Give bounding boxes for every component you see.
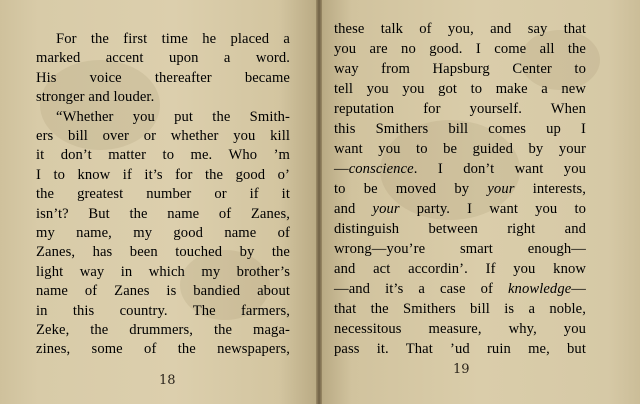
text-line: the greatest number or if it bbox=[36, 186, 290, 203]
text-line: and act accordin’. If you know bbox=[334, 261, 586, 277]
text-line: isn’t? But the name of Zanes, bbox=[36, 205, 290, 222]
text-fragment: to be moved by bbox=[334, 181, 488, 197]
book-gutter bbox=[316, 0, 322, 404]
text-line bbox=[334, 280, 586, 298]
text-line: want you to be guided by your bbox=[334, 141, 586, 157]
text-line: my name, my good name of bbox=[36, 225, 290, 241]
left-page-number: 18 bbox=[159, 373, 176, 388]
text-fragment: —and it’s a case of bbox=[334, 281, 508, 297]
text-line: in this country. The farmers, bbox=[36, 302, 290, 319]
text-fragment: party. I want you to bbox=[399, 201, 587, 217]
text-line: reputation for yourself. When bbox=[334, 101, 586, 117]
text-line: necessitous measure, why, you bbox=[334, 321, 586, 337]
text-line: distinguish between right and bbox=[334, 221, 586, 237]
text-line: way from Hapsburg Center to bbox=[334, 61, 586, 77]
text-line: I to know if it’s for the good o’ bbox=[36, 166, 290, 183]
text-line: it don’t matter to me. Who ’m bbox=[36, 147, 290, 164]
text-line: these talk of you, and say that bbox=[334, 21, 586, 37]
text-line: pass it. That ’ud ruin me, but bbox=[334, 341, 586, 357]
text-line: marked accent upon a word. bbox=[36, 50, 290, 67]
right-page-number: 19 bbox=[453, 362, 470, 377]
text-line: His voice thereafter became bbox=[36, 69, 290, 86]
text-line: For the first time he placed a bbox=[56, 31, 290, 47]
text-fragment: interests, bbox=[514, 181, 586, 197]
text-line: this Smithers bill comes up I bbox=[334, 121, 586, 137]
text-line: Zanes, has been touched by the bbox=[36, 244, 290, 261]
text-line: tell you you got to make a new bbox=[334, 81, 586, 97]
text-fragment: and bbox=[334, 201, 373, 217]
emphasis-text: your bbox=[487, 181, 515, 197]
text-fragment: . I don’t want you bbox=[413, 161, 586, 177]
text-line: that the Smithers bill is a noble, bbox=[334, 301, 586, 317]
text-line: wrong—you’re smart enough— bbox=[334, 241, 586, 257]
text-line: stronger and louder. bbox=[36, 89, 155, 106]
text-line: Zeke, the drummers, the maga- bbox=[36, 322, 290, 338]
text-fragment: — bbox=[571, 281, 586, 297]
emphasis-text: your bbox=[372, 201, 400, 217]
text-line: “Whether you put the Smith- bbox=[56, 108, 290, 125]
text-line bbox=[334, 200, 586, 218]
text-line: ers bill over or whether you kill bbox=[36, 128, 290, 144]
emphasis-text: knowledge bbox=[507, 281, 572, 297]
text-fragment: — bbox=[334, 161, 349, 177]
emphasis-text: conscience bbox=[348, 161, 414, 177]
text-line bbox=[334, 160, 586, 178]
text-line: name of Zanes is bandied about bbox=[36, 283, 290, 300]
text-line: light way in which my brother’s bbox=[36, 263, 290, 280]
text-line: you are no good. I come all the bbox=[334, 41, 586, 57]
text-line: zines, some of the newspapers, bbox=[36, 341, 290, 358]
text-line bbox=[334, 180, 586, 198]
